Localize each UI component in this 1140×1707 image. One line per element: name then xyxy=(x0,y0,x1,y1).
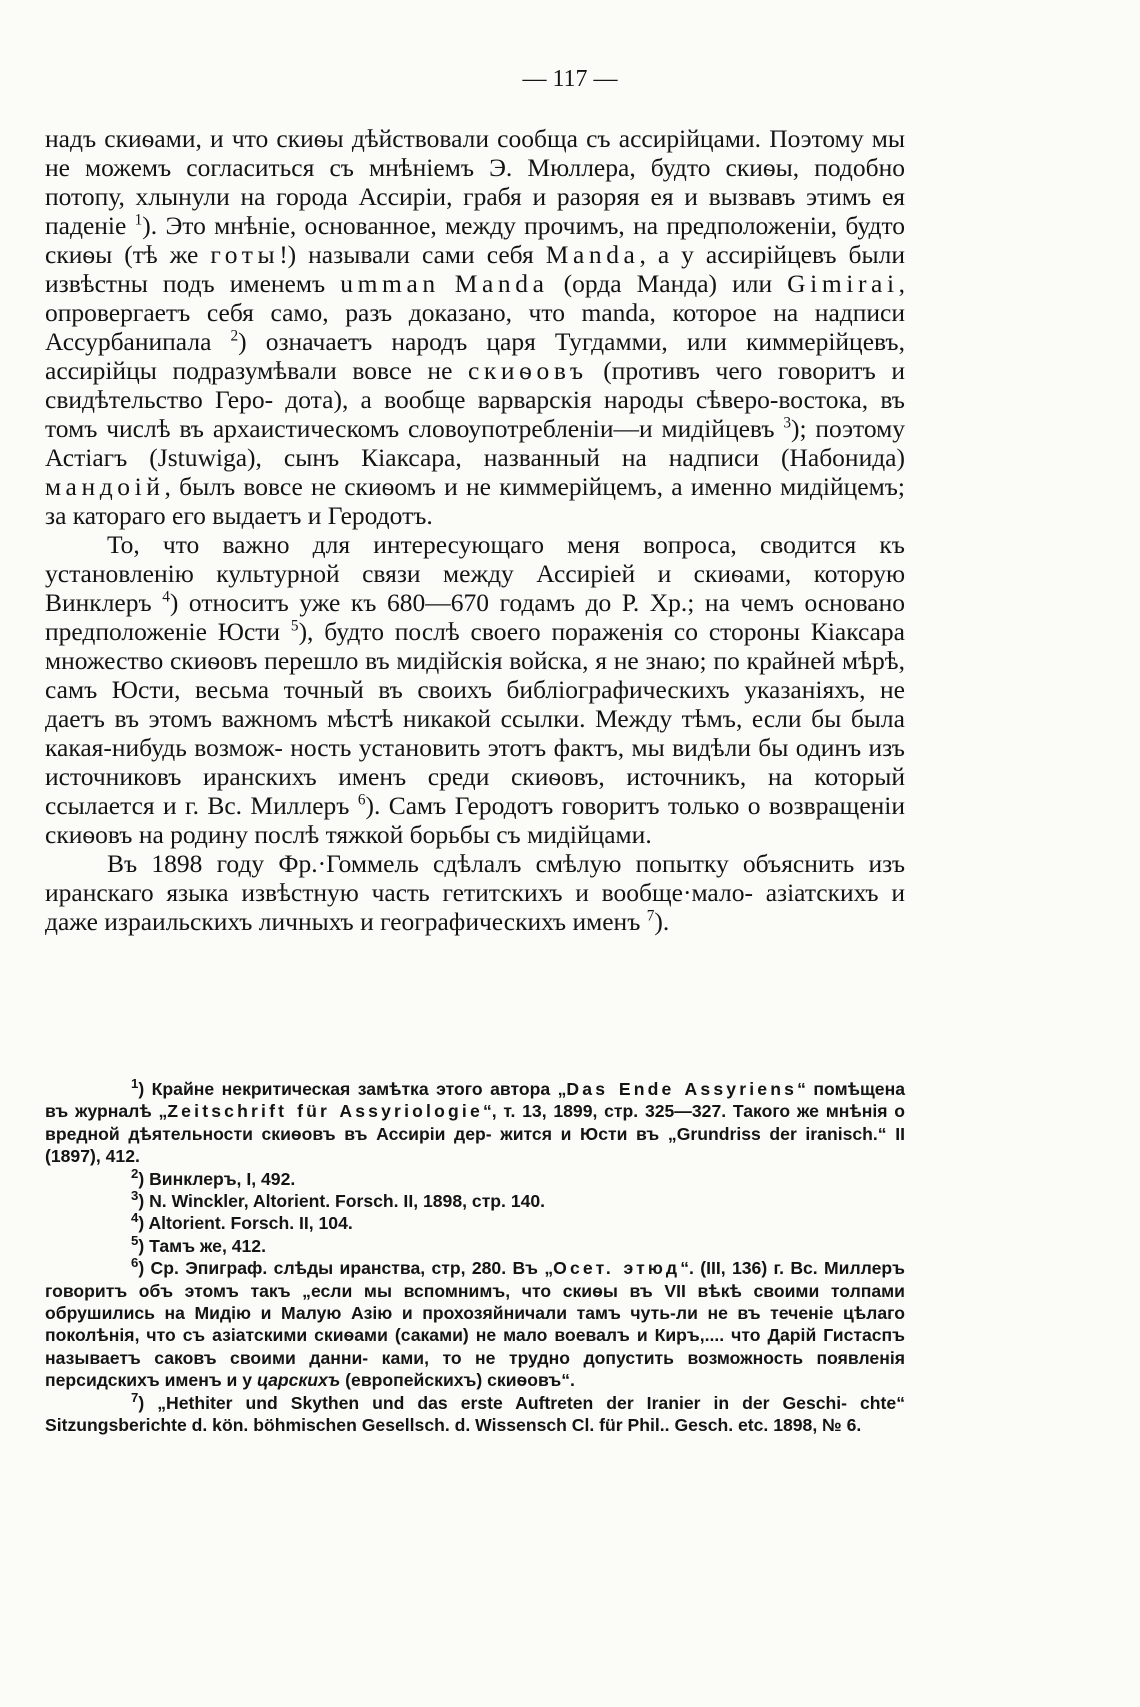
emphasis: Manda xyxy=(545,240,640,269)
line: Поэтому мы не можемъ согласиться съ мнѣніемъ Э. Мюллера, будто xyxy=(45,124,906,182)
line: (орда Манда) или xyxy=(548,269,788,298)
line: ность установить этотъ фактъ, мы видѣли бы одинъ изъ источниковъ xyxy=(45,733,905,791)
footnote-number: 7 xyxy=(131,1389,139,1405)
footnote-number: 1 xyxy=(131,1076,139,1092)
footnote-number: 2 xyxy=(131,1165,139,1181)
line: ея и вызвавъ этимъ ея паденіе xyxy=(45,182,905,240)
line: скиѳовъ на родину послѣ тяжкой борьбы съ мидійцами. xyxy=(45,820,652,849)
footnote-number: 4 xyxy=(131,1210,139,1226)
line: азіатскихъ и даже израильскихъ личныхъ и географическихъ именъ xyxy=(45,878,905,936)
footnote-6 xyxy=(45,1257,905,1391)
footnote-text: ) Тамъ же, 412. xyxy=(138,1235,266,1256)
line: То, что важно для интересующаго меня вопроса, сводится къ xyxy=(107,530,905,559)
body-text xyxy=(45,124,905,936)
line: себя xyxy=(486,240,546,269)
line: , а у ассирійцевъ были извѣстны подъ именемъ xyxy=(45,240,906,298)
paragraph-3 xyxy=(45,849,905,936)
line: , xyxy=(164,472,171,501)
line: надъ скиѳами, и что скиѳы дѣйствовали сообща съ ассирійцами. xyxy=(45,124,761,153)
footnote-text: помѣщена въ журналѣ „ xyxy=(45,1079,905,1122)
emphasis: готы xyxy=(210,240,280,269)
paragraph-1 xyxy=(45,124,905,530)
footnote-text: ) „Hethiter und Skythen und das erste Auftreten der Iranier in der Geschi- xyxy=(138,1392,848,1413)
footnote-text: (европейскихъ) скиѳовъ“. xyxy=(340,1370,575,1391)
line: дота), а вообще варварскія народы сѣверо-востока, въ томъ числѣ xyxy=(45,385,905,443)
footnote-text: 325—327. Такого же мнѣнія о вредной дѣятельности скиѳовъ въ Ассиріи дер- xyxy=(45,1101,906,1144)
line: былъ вовсе не скиѳомъ и не киммерійцемъ, а именно мидійцемъ; за xyxy=(45,472,905,530)
footnote-text: chte“ Sitzungsberichte d. kön. böhmischen Gesellsch. d. Wissensch Cl. für Phil.. xyxy=(45,1392,905,1436)
line: установленію культурной связи между Ассиріей и скиѳами, которую xyxy=(45,559,905,588)
footnote-number: 5 xyxy=(131,1232,139,1248)
footnote-number: 3 xyxy=(131,1188,139,1204)
emphasis: мандоій xyxy=(45,472,165,501)
line: катораго его выдаетъ и Геродотъ. xyxy=(72,501,433,530)
emphasis: Gimirai xyxy=(787,269,899,298)
footnote-number: 6 xyxy=(131,1255,139,1271)
footnote-1 xyxy=(45,1078,905,1168)
footnote-text: ) Altorient. Forsch. II, 104. xyxy=(138,1213,353,1234)
footnote-2 xyxy=(45,1165,905,1190)
line: иранскихъ именъ среди скиѳовъ, источникъ, на который ссылается и xyxy=(45,762,906,820)
line: ). xyxy=(654,907,670,936)
line: основано предположеніе Юсти xyxy=(45,588,905,646)
line: г. Вс. Миллеръ xyxy=(185,791,358,820)
page-number: — 117 — xyxy=(522,66,618,92)
footnote-text: Вс. Миллеръ говоритъ объ этомъ такъ „если мы вспомнимъ, что скиѳы въ VII xyxy=(45,1258,905,1301)
line: !) называли сами xyxy=(279,240,475,269)
line: ) означаетъ xyxy=(238,327,373,356)
line: (Jstuwiga), сынъ Кіаксара, названный на надписи (Набонида) xyxy=(149,443,905,472)
footnote-ref-5[interactable]: 5 xyxy=(290,617,299,635)
line: вовсе не xyxy=(352,356,469,385)
emphasis: царскихъ xyxy=(256,1370,341,1391)
line: ). Самъ Геродотъ говоритъ только о возвращеніи xyxy=(365,791,906,820)
line: прочимъ, на предположеніи, будто скиѳы (тѣ же xyxy=(45,211,906,269)
footnote-text: тамъ чуть-ли не въ теченіе цѣлаго поколѣнія, что съ азіатскими скиѳами (саками) xyxy=(45,1303,905,1346)
line: изъ иранскаго языка извѣстную часть гетитскихъ и вообще·мало- xyxy=(45,849,906,907)
footnote-text: “, т. 13, 1899, стр. xyxy=(482,1101,639,1122)
footnote-ref-3[interactable]: 3 xyxy=(783,414,791,432)
line: , опровергаетъ себя само, разъ xyxy=(45,269,905,327)
footnote-ref-1[interactable]: 1 xyxy=(134,211,143,229)
line: скиѳы, подобно потопу, хлынули на города Ассиріи, грабя и разоряя xyxy=(45,153,905,211)
footnote-ref-7[interactable]: 7 xyxy=(646,907,655,925)
line: библіографическихъ указаніяхъ, не даетъ въ этомъ важномъ мѣстѣ xyxy=(45,675,905,733)
line: Въ 1898 году Фр.·Гоммель сдѣлалъ смѣлую попытку объяснить xyxy=(107,849,855,878)
footnote-text: “ xyxy=(797,1079,806,1099)
emphasis: Manda xyxy=(454,269,549,298)
line: никакой ссылки. Между тѣмъ, если бы была какая-нибудь возмож- xyxy=(45,704,905,762)
emphasis: Das Ende Assyriens xyxy=(566,1079,798,1099)
footnote-text: ) N. Winckler, Altorient. Forsch. II, 1898, стр. 140. xyxy=(138,1191,546,1212)
line: ), будто послѣ своего пораженія со xyxy=(298,617,698,646)
footnote-7 xyxy=(45,1389,905,1437)
line: (противъ чего говоритъ и свидѣтельство Геро- xyxy=(45,356,906,414)
emphasis: скиѳовъ xyxy=(468,356,588,385)
footnote-text: ) Ср. Эпиграф. слѣды иранства, стр, 280. Въ „ xyxy=(138,1258,554,1279)
footnote-ref-4[interactable]: 4 xyxy=(162,588,170,606)
line: стороны Кіаксара множество скиѳовъ перешло въ мидійскія войска, xyxy=(45,617,905,675)
footnote-text: Gesch. etc. 1898, № 6. xyxy=(674,1415,862,1436)
footnotes xyxy=(45,1078,905,1437)
footnote-3 xyxy=(45,1190,905,1212)
footnote-text: “. (III, 136) г. xyxy=(680,1258,784,1279)
line: въ архаистическомъ словоупотребленіи—и мидійцевъ xyxy=(179,414,784,443)
line: доказано, что manda, которое на надписи Ассурбанипала xyxy=(45,298,906,356)
footnote-ref-6[interactable]: 6 xyxy=(357,791,366,809)
emphasis: Zeitschrift für Assyriologie xyxy=(167,1101,483,1122)
footnote-text: жится и Юсти въ „Grundriss der iranisch.“ II (1897), 412. xyxy=(45,1123,905,1167)
footnote-5 xyxy=(45,1232,905,1257)
line: я не знаю; по крайней мѣрѣ, самъ Юсти, весьма точный въ своихъ xyxy=(45,646,905,704)
line: Винклеръ xyxy=(45,588,163,617)
footnote-text: ) Винклеръ, I, 492. xyxy=(138,1168,296,1189)
footnote-text: ) Крайне некритическая замѣтка этого автора „ xyxy=(138,1079,567,1099)
line: ). Это мнѣніе, основанное, между xyxy=(142,211,516,240)
footnote-text: ками, то не трудно допустить возможность появленія персидскихъ именъ и у xyxy=(45,1347,905,1391)
paragraph-2 xyxy=(45,530,905,849)
line: ); поэтому Астіагъ xyxy=(45,414,905,472)
footnote-text: вѣкѣ своими толпами обрушились на Мидію и Малую Азію и прохозяйничали xyxy=(45,1280,906,1324)
line: народъ царя Тугдамми, или киммерійцевъ, ассирійцы подразумѣвали xyxy=(45,327,905,385)
footnote-ref-2[interactable]: 2 xyxy=(230,327,239,345)
line: ) относитъ уже къ 680—670 годамъ до Р. Хр.; на чемъ xyxy=(169,588,794,617)
footnote-text: не мало воевалъ и Киръ,.... что Дарій Гистаспъ называетъ саковъ своими данни- xyxy=(45,1325,906,1368)
emphasis: Осет. этюд xyxy=(553,1258,681,1279)
emphasis: umman xyxy=(340,269,440,298)
footnote-4 xyxy=(45,1212,905,1234)
